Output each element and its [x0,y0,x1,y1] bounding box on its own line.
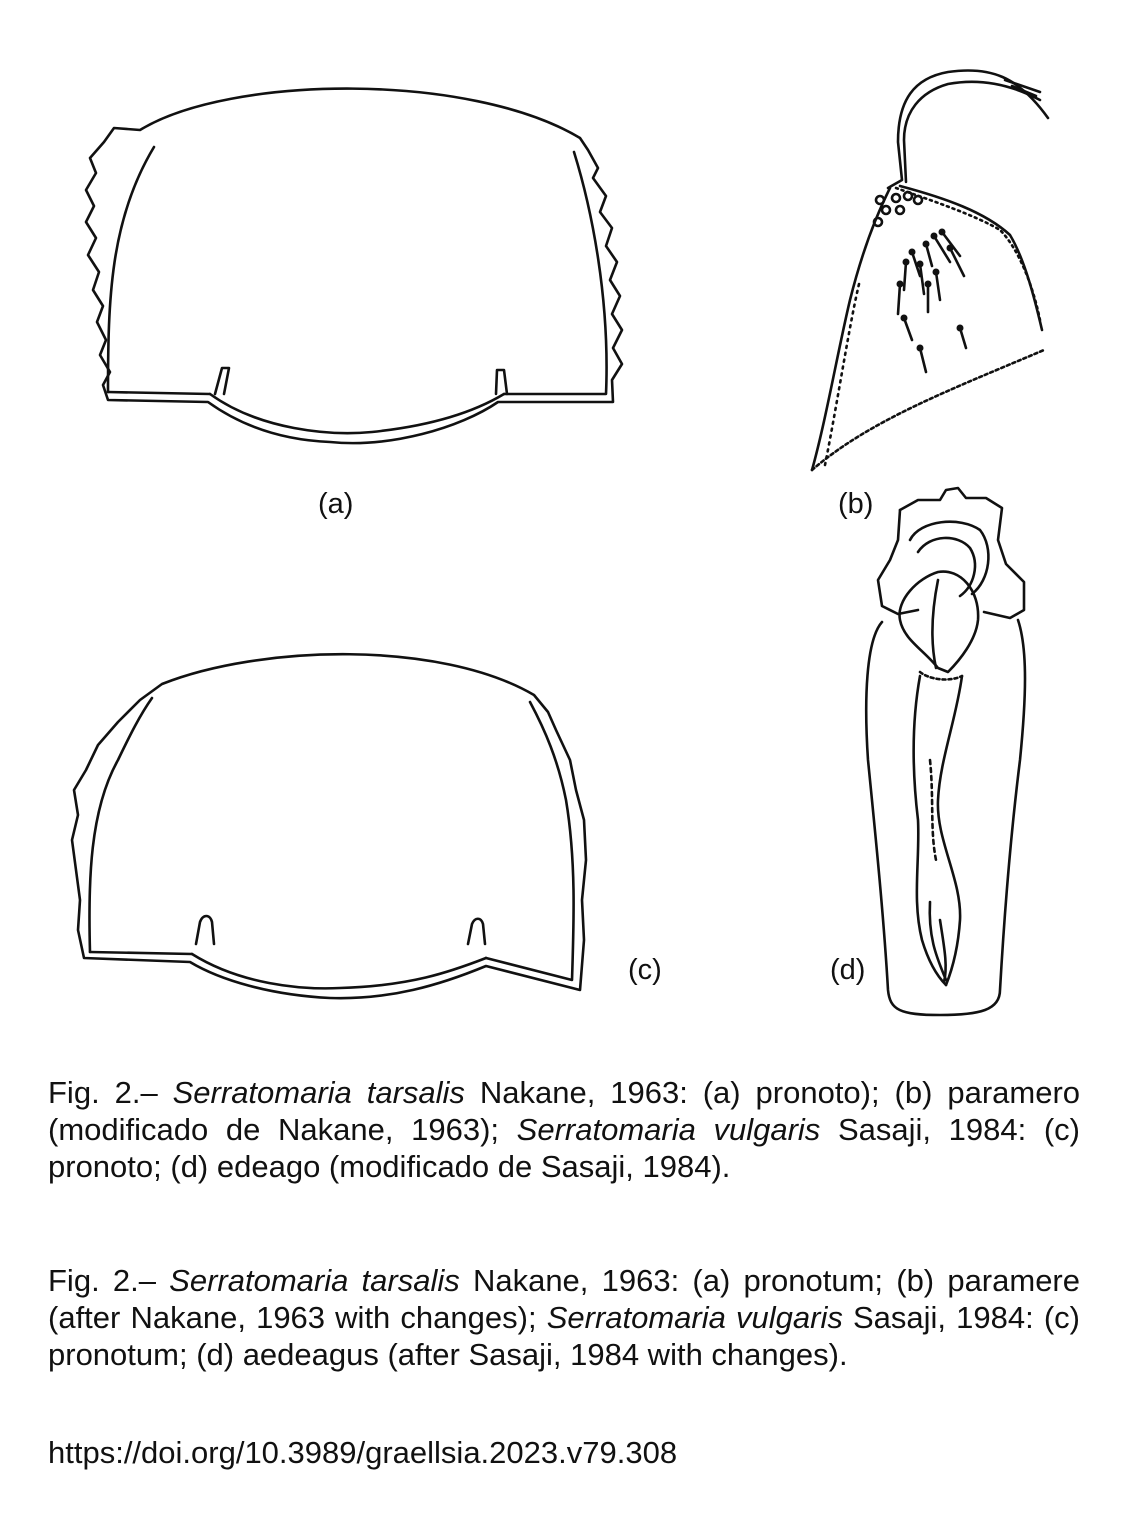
caption-english-text1: Nakane, 1963: (a) pronotum; (b) paramere (after Nakane, 1963 with changes); [48,1263,1080,1335]
aedeagus-d-drawing [866,488,1025,1015]
caption-english-species1: Serratomaria tarsalis [169,1263,460,1298]
panel-label-a: (a) [318,488,354,520]
caption-english-species2: Serratomaria vulgaris [546,1300,843,1335]
paramere-b-drawing [812,70,1048,470]
pronotum-c-drawing [72,654,586,998]
doi-link[interactable]: https://doi.org/10.3989/graellsia.2023.v79.308 [48,1435,678,1470]
caption-english-prefix: Fig. 2.– [48,1263,170,1298]
panel-label-d: (d) [830,954,866,986]
caption-spanish [48,1074,1080,1185]
panel-label-b: (b) [838,488,874,520]
caption-spanish-prefix: Fig. 2.– [48,1075,173,1110]
caption-spanish-text2: Sasaji, 1984: (c) pronoto; (d) edeago (modificado de Sasaji, 1984). [48,1112,1080,1184]
caption-spanish-species1: Serratomaria tarsalis [172,1075,465,1110]
caption-english [48,1262,1080,1373]
panel-label-c: (c) [628,954,662,986]
caption-spanish-text1: Nakane, 1963: (a) pronoto); (b) paramero (modificado de Nakane, 1963); [48,1075,1081,1147]
caption-spanish-species2: Serratomaria vulgaris [516,1112,821,1147]
pronotum-a-drawing [86,89,622,443]
caption-english-text2: Sasaji, 1984: (c) pronotum; (d) aedeagus (after Sasaji, 1984 with changes). [48,1300,1080,1372]
